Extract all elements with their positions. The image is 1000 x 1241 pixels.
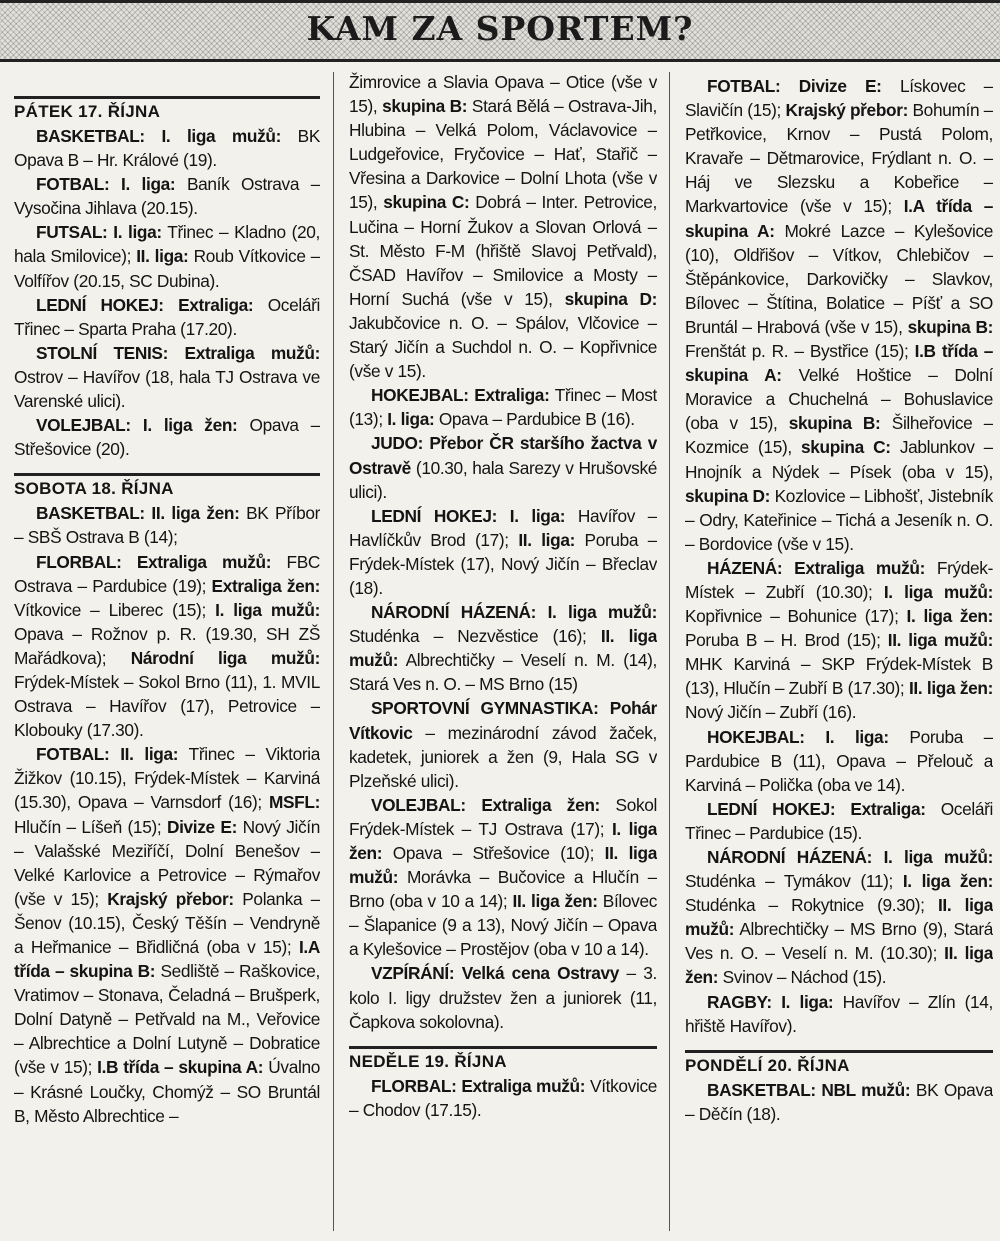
listing-details: I. liga: Poruba – Pardubice B (11), Opava – Přelouč a Karviná – Polička (oba ve 14). <box>685 726 993 795</box>
sport-name: LEDNÍ HOKEJ: <box>707 798 836 819</box>
sport-name: JUDO: <box>371 433 424 454</box>
listing-details: I. liga: Třinec – Kladno (20, hala Smilovice); II. liga: Roub Vítkovice – Volfířov (20.15, SC Dubina). <box>14 222 320 291</box>
sport-name: FOTBAL: <box>36 744 110 765</box>
listing-details: Žimrovice a Slavia Opava – Otice (vše v 15), skupina B: Stará Bělá – Ostrava-Jih, Hlubina – Velká Polom, Václavovice – Ludgeřovice, Fryčovice – Hať, Stařič – Vřesina a Darkovice – Dolní Lhota (vše v 15), skupina C: Dobrá – Inter. Petrovice, Lučina – Horní Žukov a Slovan Orlová – St. Město F-M (hřiště Slavoj Petřvald), ČSAD Havířov – Smilovice a Mosty – Horní Suchá (vše v 15), skupina D: Jakubčovice n. O. – Spálov, Vlčovice – Starý Jičín a Suchdol n. O. – Kopřivnice (vše v 15). <box>349 72 657 382</box>
listing-details: I. liga mužů: BK Opava B – Hr. Králové (19). <box>14 126 320 171</box>
listing-details: II. liga žen: BK Příbor – SBŠ Ostrava B (14); <box>14 503 320 548</box>
column-divider <box>669 72 670 1231</box>
listing-entry <box>349 70 657 383</box>
column-1 <box>14 70 320 1237</box>
day-heading: PONDĚLÍ 20. ŘÍJNA <box>685 1050 993 1076</box>
listing-entry <box>14 501 320 549</box>
day-heading: NEDĚLE 19. ŘÍJNA <box>349 1046 657 1072</box>
listing-details: II. liga: Třinec – Viktoria Žižkov (10.15), Frýdek-Místek – Karviná (15.30), Opava – Varnsdorf (16); MSFL: Hlučín – Líšeň (15); Divize E: Nový Jičín – Valašské Meziříčí, Dolní Benešov – Velké Karlovice a Petrovice – Rýmařov (vše v 15); Krajský přebor: Polanka – Šenov (10.15), Český Těšín – Vendryně a Heřmanice – Břidličná (oba v 15); I.A třída – skupina B: Sedliště – Raškovice, Vratimov – Stonava, Čeladná – Brušperk, Dolní Datyně – Petřvald na M., Veřovice – Albrechtice a Dolní Lutyně – Dobratice (vše v 15); I.B třída – skupina A: Úvalno – Krásné Loučky, Chomýž – SO Bruntál B, Město Albrechtice – <box>14 744 320 1126</box>
listing-entry <box>685 74 993 556</box>
listing-details: Velká cena Ostravy – 3. kolo I. ligy družstev žen a juniorek (11, Čapkova sokolovna). <box>349 963 657 1032</box>
listing-details: Extraliga mužů: Ostrov – Havířov (18, hala TJ Ostrava ve Varenské ulici). <box>14 342 320 412</box>
listing-details: Extraliga mužů: Frýdek-Místek – Zubří (10.30); I. liga mužů: Kopřivnice – Bohunice (17); I. liga žen: Poruba B – H. Brod (15); II. liga mužů: MHK Karviná – SKP Frýdek-Místek B (13), Hlučín – Zubří B (17.30); II. liga žen: Nový Jičín – Zubří (16). <box>685 557 993 723</box>
sport-name: FLORBAL: <box>36 551 122 572</box>
sport-name: FLORBAL: <box>371 1075 457 1096</box>
listing-entry <box>349 383 657 431</box>
sport-name: BASKETBAL: <box>707 1079 816 1100</box>
listing-entry <box>14 341 320 413</box>
listing-entry <box>14 742 320 1128</box>
listing-details: Přebor ČR staršího žactva v Ostravě (10.30, hala Sarezy v Hrušovské ulici). <box>349 433 657 502</box>
sport-name: HÁZENÁ: <box>707 557 783 578</box>
sport-name: LEDNÍ HOKEJ: <box>36 294 164 315</box>
listing-entry <box>14 550 320 743</box>
listing-entry <box>349 431 657 503</box>
listing-entry <box>349 504 657 600</box>
listing-details: I. liga žen: Opava – Střešovice (20). <box>14 415 320 460</box>
column-3 <box>685 70 993 1237</box>
listing-entry <box>685 990 993 1038</box>
listing-entry <box>14 172 320 220</box>
sport-name: SPORTOVNÍ GYMNASTIKA: <box>371 698 599 719</box>
sport-name: BASKETBAL: <box>36 126 145 146</box>
listing-entry <box>685 1078 993 1126</box>
sport-name: NÁRODNÍ HÁZENÁ: <box>371 602 537 623</box>
listing-details: I. liga mužů: Studénka – Nezvěstice (16); II. liga mužů: Albrechtičky – Veselí n. M. (14), Stará Ves n. O. – MS Brno (15) <box>349 602 657 695</box>
listing-details: NBL mužů: BK Opava – Děčín (18). <box>685 1079 993 1124</box>
listing-entry <box>685 725 993 797</box>
listing-details: Extraliga mužů: FBC Ostrava – Pardubice (19); Extraliga žen: Vítkovice – Liberec (15); I. liga mužů: Opava – Rožnov p. R. (19.30, SH ZŠ Mařádkova); Národní liga mužů: Frýdek-Místek – Sokol Brno (11), 1. MVIL Ostrava – Havířov (17), Petrovice – Klobouky (17.30). <box>14 551 320 741</box>
listing-details: Extraliga: Oceláři Třinec – Sparta Praha (17.20). <box>14 294 320 339</box>
day-heading: PÁTEK 17. ŘÍJNA <box>14 96 320 122</box>
column-2 <box>349 70 657 1237</box>
day-heading: SOBOTA 18. ŘÍJNA <box>14 473 320 499</box>
page-title: KAM ZA SPORTEM? <box>306 9 694 48</box>
listing-entry <box>349 1074 657 1122</box>
listing-entry <box>349 793 657 962</box>
sport-name: HOKEJBAL: <box>371 385 469 406</box>
listing-entry <box>349 961 657 1033</box>
listing-entry <box>14 124 320 172</box>
listing-entry <box>349 696 657 792</box>
sport-name: VOLEJBAL: <box>36 415 131 436</box>
header-band <box>0 0 1000 62</box>
listing-entry <box>14 413 320 461</box>
listing-entry <box>349 600 657 696</box>
sport-name: FOTBAL: <box>707 76 781 96</box>
listing-details: Extraliga: Oceláři Třinec – Pardubice (15). <box>685 798 993 843</box>
sport-name: VZPÍRÁNÍ: <box>371 963 455 984</box>
listing-entry <box>685 797 993 845</box>
sport-name: LEDNÍ HOKEJ: <box>371 505 498 526</box>
sport-name: STOLNÍ TENIS: <box>36 342 168 363</box>
listing-entry <box>14 293 320 341</box>
sport-name: FUTSAL: <box>36 222 108 243</box>
sport-name: FOTBAL: <box>36 174 110 195</box>
listing-details: Extraliga: Třinec – Most (13); I. liga: Opava – Pardubice B (16). <box>349 385 657 430</box>
listing-entry <box>685 556 993 725</box>
listing-details: I. liga: Havířov – Zlín (14, hřiště Havířov). <box>685 991 993 1036</box>
listing-details: I. liga: Havířov – Havlíčkův Brod (17); II. liga: Poruba – Frýdek-Místek (17), Nový Jičín – Břeclav (18). <box>349 505 657 598</box>
column-divider <box>333 72 334 1231</box>
listing-entry <box>14 220 320 292</box>
sport-name: BASKETBAL: <box>36 503 145 524</box>
sport-name: NÁRODNÍ HÁZENÁ: <box>707 847 873 867</box>
sport-name: HOKEJBAL: <box>707 726 805 747</box>
listing-details: Divize E: Lískovec – Slavičín (15); Krajský přebor: Bohumín – Petřkovice, Krnov – Pustá Polom, Kravaře – Dětmarovice, Frýdlant n. O. – Háj ve Slezsku a Kobeřice – Markvartovice (vše v 15); I.A třída – skupina A: Mokré Lazce – Kylešovice (10), Oldřišov – Vítkov, Chlebičov – Štěpánkovice, Darkovičky – Slavkov, Bílovec – Štítina, Bolatice – Píšť a SO Bruntál – Hrabová (vše v 15), skupina B: Frenštát p. R. – Bystřice (15); I.B třída – skupina A: Velké Hoštice – Dolní Moravice a Chuchelná – Bohuslavice (oba v 15), skupina B: Šilheřovice – Kozmice (15), skupina C: Jablunkov – Hnojník a Nýdek – Písek (oba v 15), skupina D: Kozlovice – Libhošť, Jistebník – Odry, Kateřinice – Tichá a Jeseník n. O. – Bordovice (vše v 15). <box>685 76 993 554</box>
listing-entry <box>685 845 993 990</box>
sport-name: VOLEJBAL: <box>371 794 466 815</box>
sport-name: RAGBY: <box>707 991 772 1012</box>
listing-details: Extraliga mužů: Vítkovice – Chodov (17.15). <box>349 1075 657 1120</box>
listing-details: I. liga mužů: Studénka – Tymákov (11); I. liga žen: Studénka – Rokytnice (9.30); II. liga mužů: Albrechtičky – MS Brno (9), Stará Ves n. O. – Veselí n. M. (10.30); II. liga žen: Svinov – Náchod (15). <box>685 847 993 988</box>
listing-details: Extraliga žen: Sokol Frýdek-Místek – TJ Ostrava (17); I. liga žen: Opava – Střešovice (10); II. liga mužů: Morávka – Bučovice a Hlučín – Brno (oba v 10 a 14); II. liga žen: Bílovec – Šlapanice (9 a 13), Nový Jičín – Opava a Kylešovice – Prostějov (oba v 10 a 14). <box>349 794 657 960</box>
listing-details: I. liga: Baník Ostrava – Vysočina Jihlava (20.15). <box>14 174 320 219</box>
listing-details: Pohár Vítkovic – mezinárodní závod žaček, kadetek, juniorek a žen (9, Hala SG v Plzeňské ulici). <box>349 698 657 791</box>
